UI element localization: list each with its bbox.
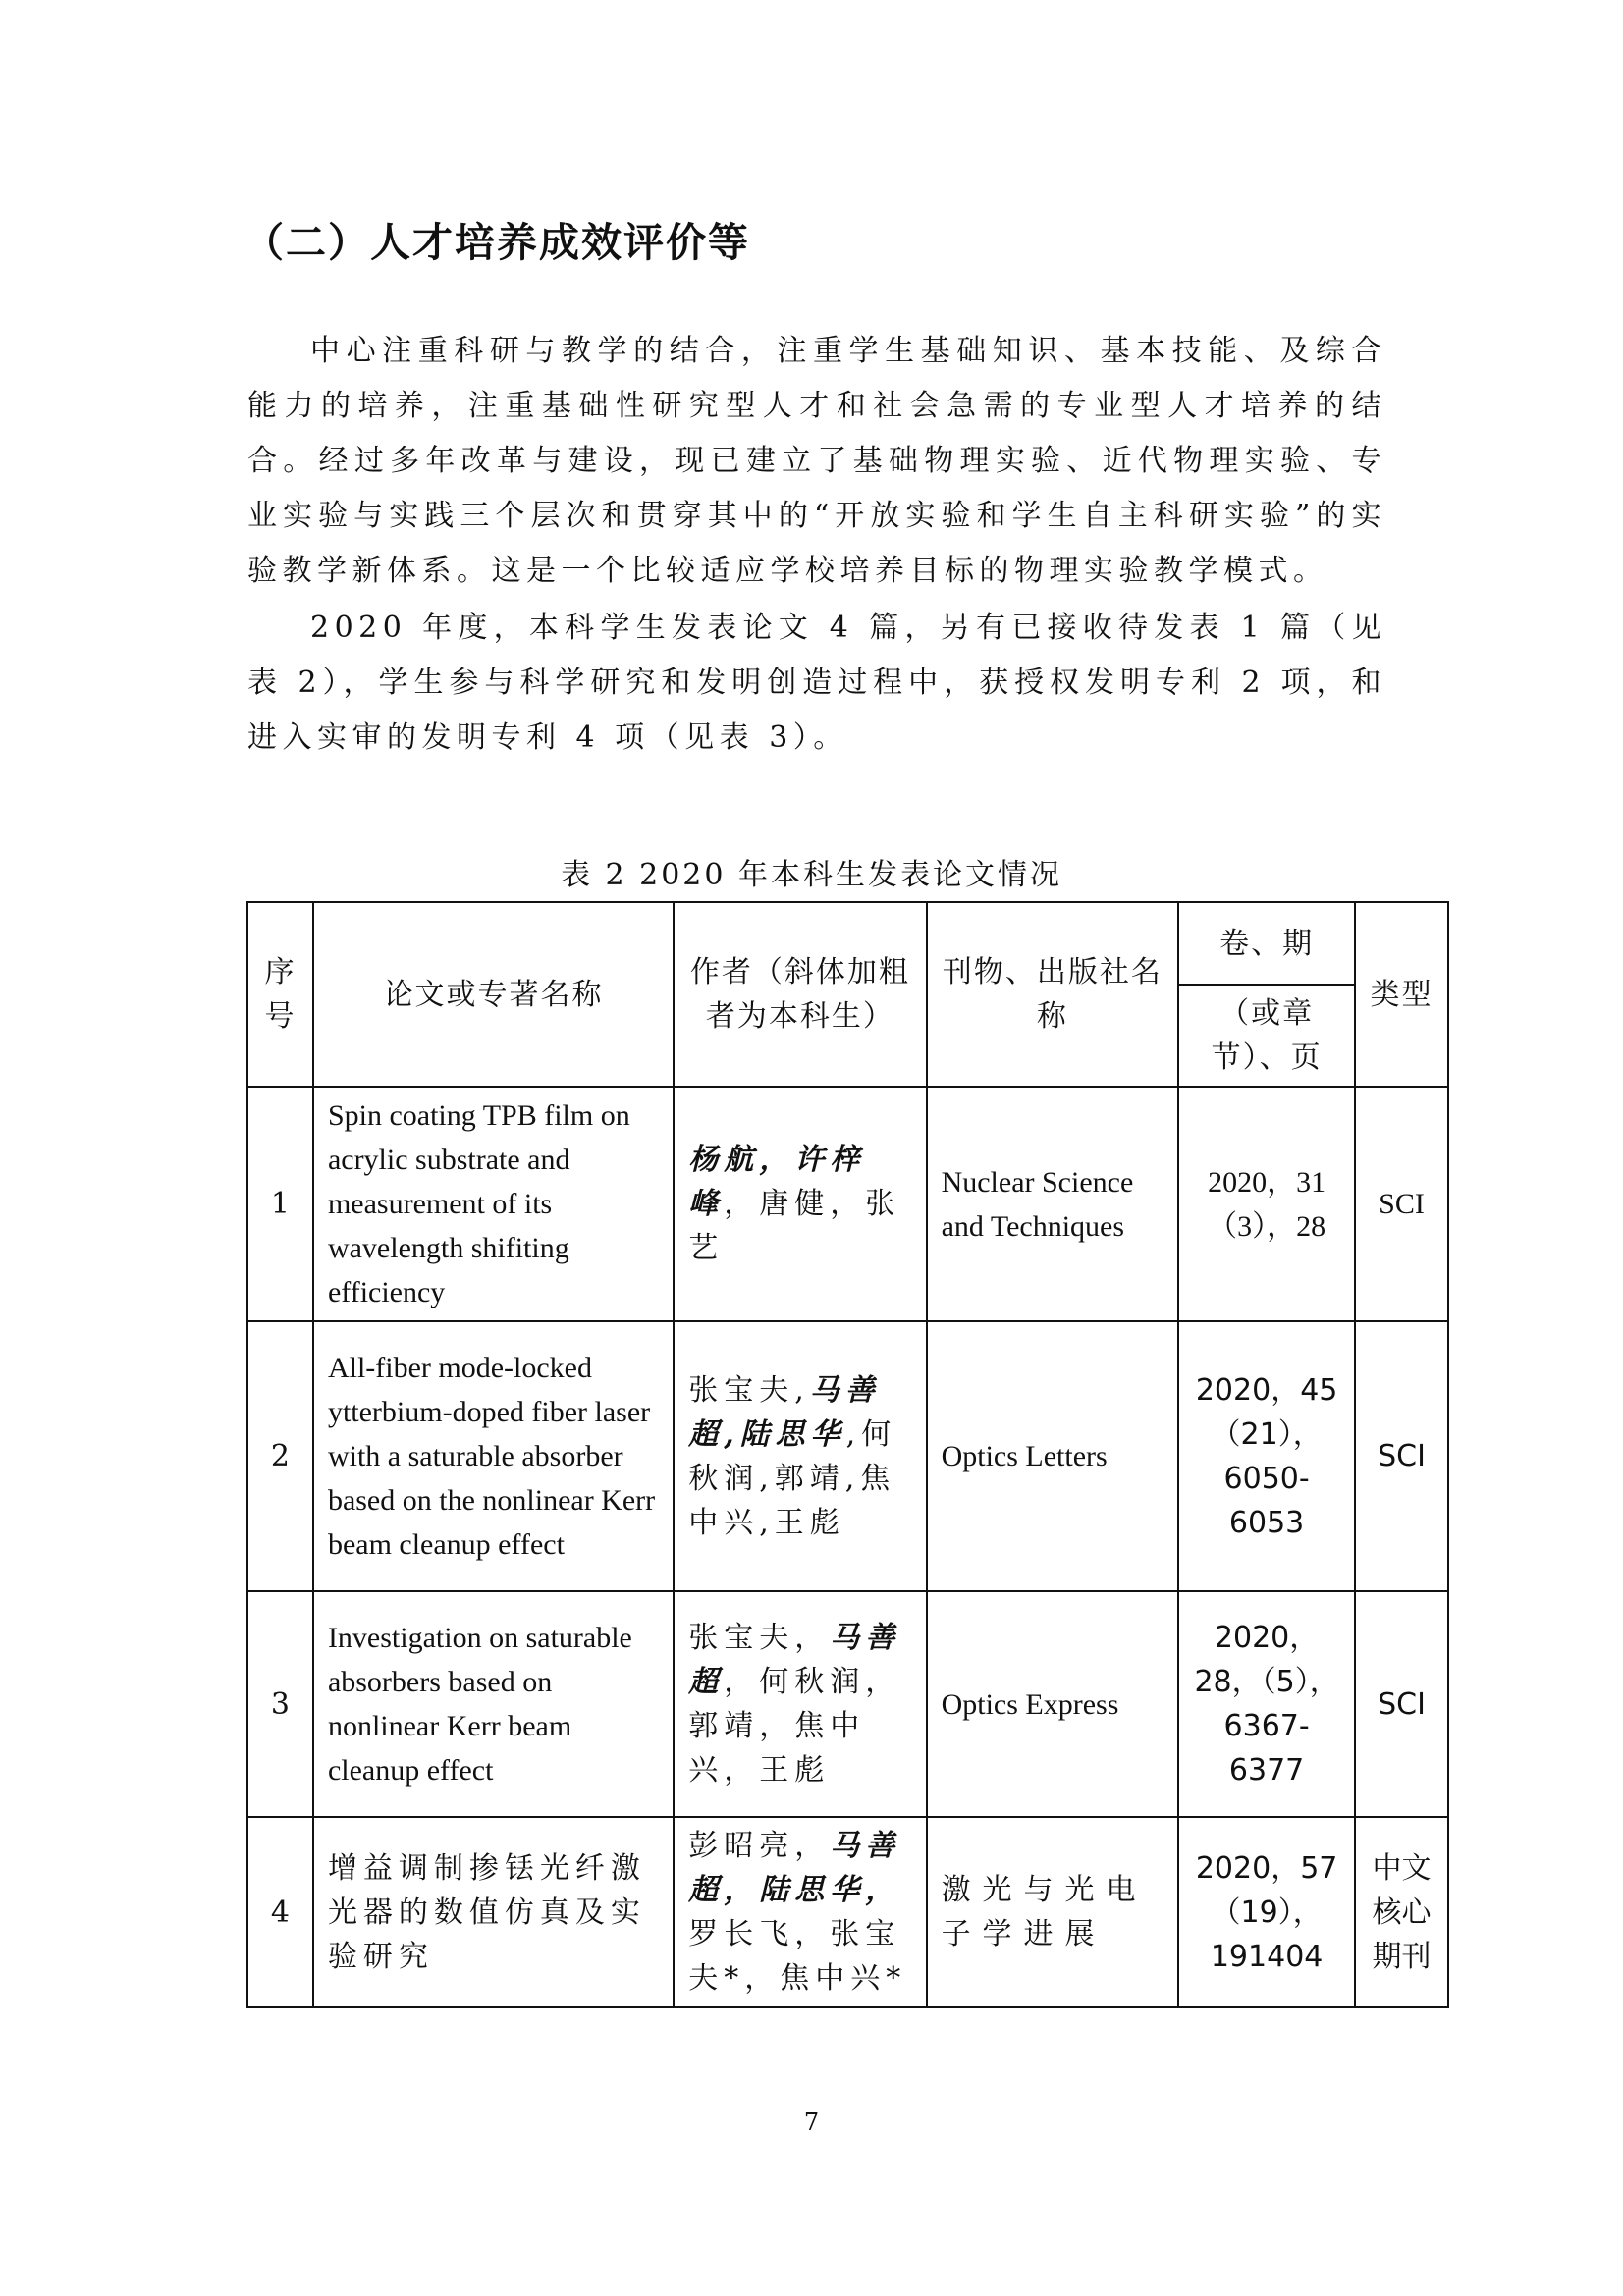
section-heading: （二）人才培养成效评价等 [243, 219, 750, 266]
author-student: 杨航，许梓峰 [688, 1143, 866, 1221]
row-no: 3 [247, 1591, 313, 1817]
row-journal: 激光与光电子学进展 [927, 1817, 1179, 2007]
author-other: ，何秋润，郭靖，焦中兴，王彪 [688, 1665, 901, 1788]
table-row [247, 1087, 1448, 1321]
row-author [674, 1817, 926, 2007]
row-no: 1 [247, 1087, 313, 1321]
row-title: Investigation on saturable absorbers based on nonlinear Kerr beam cleanup effect [313, 1591, 674, 1817]
row-title: Spin coating TPB film on acrylic substrate and measurement of its wavelength shifiting efficiency [313, 1087, 674, 1321]
row-volume: 2020，31（3），28 [1178, 1087, 1355, 1321]
author-other: 彭昭亮， [688, 1829, 831, 1863]
author-other: ,何秋润,郭靖,焦中兴,王彪 [688, 1416, 897, 1540]
table-header-row [247, 902, 1448, 985]
author-other: ，唐健，张艺 [688, 1187, 901, 1265]
paragraph-intro: 中心注重科研与教学的结合，注重学生基础知识、基本技能、及综合能力的培养，注重基础性研究型人才和社会急需的专业型人才培养的结合。经过多年改革与建设，现已建立了基础物理实验、近代物理实验、专业实验与实践三个层次和贯穿其中的“开放实验和学生自主科研实验”的实验教学新体系。这是一个比较适应学校培养目标的物理实验教学模式。 [247, 334, 1386, 588]
row-no: 2 [247, 1321, 313, 1591]
row-author [674, 1087, 926, 1321]
header-author: 作者（斜体加粗者为本科生） [674, 902, 926, 1087]
header-volume-bottom: （或章节）、页 [1178, 985, 1355, 1087]
author-other: 罗长飞，张宝夫*，焦中兴* [688, 1917, 907, 1996]
author-student: 马善超 [688, 1621, 901, 1699]
papers-table [246, 901, 1449, 2008]
table-caption: 表 2 2020 年本科生发表论文情况 [560, 858, 1063, 892]
header-volume-top: 卷、期 [1178, 902, 1355, 985]
row-volume: 2020，28，（5），6367-6377 [1178, 1591, 1355, 1817]
row-title: 增益调制掺铥光纤激光器的数值仿真及实验研究 [313, 1817, 674, 2007]
page-number: 7 [803, 2109, 820, 2136]
row-journal: Optics Express [927, 1591, 1179, 1817]
row-author [674, 1591, 926, 1817]
row-journal: Optics Letters [927, 1321, 1179, 1591]
row-type: SCI [1355, 1321, 1448, 1591]
row-type: SCI [1355, 1591, 1448, 1817]
table-row [247, 1817, 1448, 2007]
author-student: 马善超，陆思华， [688, 1829, 901, 1907]
row-type: SCI [1355, 1087, 1448, 1321]
paragraph-results: 2020 年度，本科学生发表论文 4 篇，另有已接收待发表 1 篇（见表 2），学生参与科学研究和发明创造过程中，获授权发明专利 2 项，和进入实审的发明专利 4 项（见表 3）。 [247, 611, 1386, 755]
header-title: 论文或专著名称 [313, 902, 674, 1087]
header-type: 类型 [1355, 902, 1448, 1087]
header-no: 序号 [247, 902, 313, 1087]
row-journal: Nuclear Science and Techniques [927, 1087, 1179, 1321]
row-volume: 2020，57（19），191404 [1178, 1817, 1355, 2007]
row-volume: 2020，45（21），6050-6053 [1178, 1321, 1355, 1591]
row-author [674, 1321, 926, 1591]
row-type: 中文核心期刊 [1355, 1817, 1448, 2007]
table-row [247, 1591, 1448, 1817]
author-other: 张宝夫, [688, 1372, 810, 1408]
author-other: 张宝夫， [688, 1621, 831, 1655]
author-student: 马善超,陆思华 [688, 1372, 881, 1452]
header-journal: 刊物、出版社名称 [927, 902, 1179, 1087]
table-row [247, 1321, 1448, 1591]
row-no: 4 [247, 1817, 313, 2007]
row-title: All-fiber mode-locked ytterbium-doped fiber laser with a saturable absorber based on the nonlinear Kerr beam cleanup effect [313, 1321, 674, 1591]
